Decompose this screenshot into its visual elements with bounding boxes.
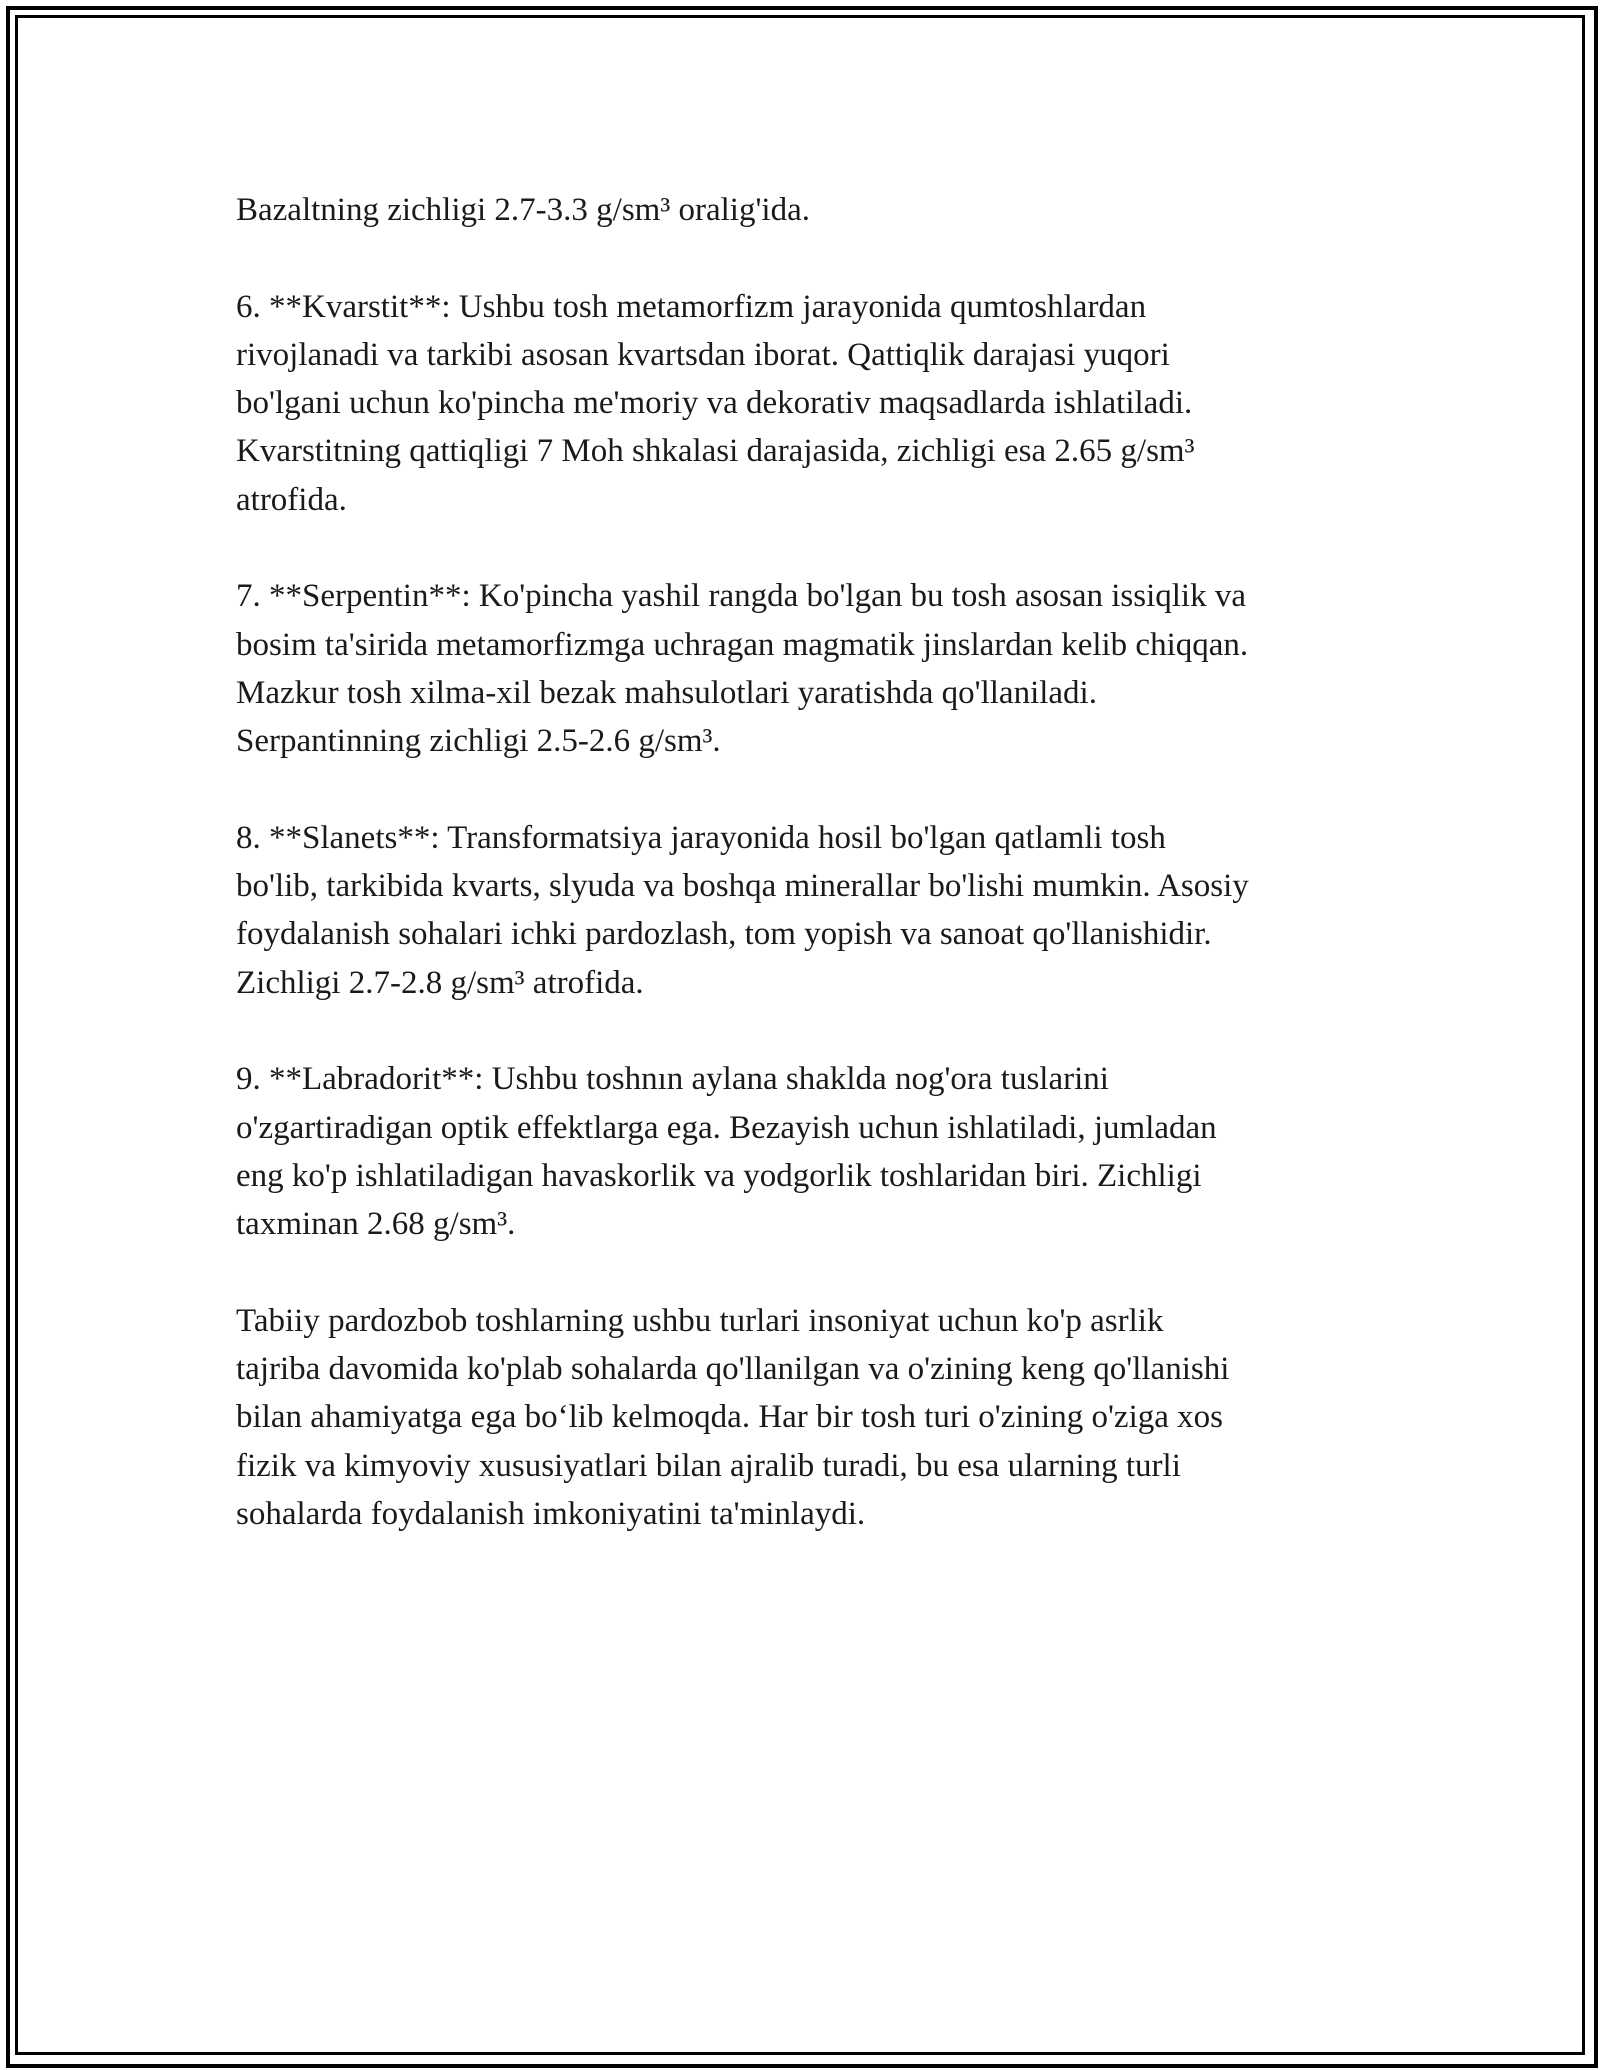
paragraph-serpentin: 7. **Serpentin**: Ko'pincha yashil rangda bo'lgan bu tosh asosan issiqlik va bosim ta'sirida metamorfizmga uchragan magmatik jinslardan kelib chiqqan. Mazkur tosh xilma-xil bezak mahsulotlari yaratishda qo'llaniladi. Serpantinning zichligi 2.5-2.6 g/sm³.	[236, 578, 1249, 760]
paragraph-kvarstit: 6. **Kvarstit**: Ushbu tosh metamorfizm jarayonida qumtoshlardan rivojlanadi va tarkibi asosan kvartsdan iborat. Qattiqlik darajasi yuqori bo'lgani uchun ko'pincha me'moriy va dekorativ maqsadlarda ishlatiladi. Kvarstitning qattiqligi 7 Moh shkalasi darajasida, zichligi esa 2.65 g/sm³ atrofida.	[236, 288, 1195, 518]
paragraph-conclusion: Tabiiy pardozbob toshlarning ushbu turlari insoniyat uchun ko'p asrlik tajriba davomida ko'plab sohalarda qo'llanilgan va o'zining keng qo'llanishi bilan ahamiyatga ega bo‘lib kelmoqda. Har bir tosh turi o'zining o'ziga xos fizik va kimyoviy xususiyatlari bilan ajralib turadi, bu esa ularning turli sohalarda foydalanish imkoniyatini ta'minlaydi.	[236, 1302, 1230, 1533]
paragraph-slanets: 8. **Slanets**: Transformatsiya jarayonida hosil bo'lgan qatlamli tosh bo'lib, tarkibida kvarts, slyuda va boshqa minerallar bo'lishi mumkin. Asosiy foydalanish sohalari ichki pardozlash, tom yopish va sanoat qo'llanishidir. Zichligi 2.7-2.8 g/sm³ atrofida.	[236, 819, 1249, 1001]
paragraph-bazalt-density: Bazaltning zichligi 2.7-3.3 g/sm³ oralig'ida.	[236, 192, 810, 228]
paragraph-labradorit: 9. **Labradorit**: Ushbu toshnın aylana shaklda nog'ora tuslarini o'zgartiradigan optik effektlarga ega. Bezayish uchun ishlatiladi, jumladan eng ko'p ishlatiladigan havaskorlik va yodgorlik toshlaridan biri. Zichligi taxminan 2.68 g/sm³.	[236, 1061, 1217, 1243]
document-body	[236, 186, 1376, 1538]
